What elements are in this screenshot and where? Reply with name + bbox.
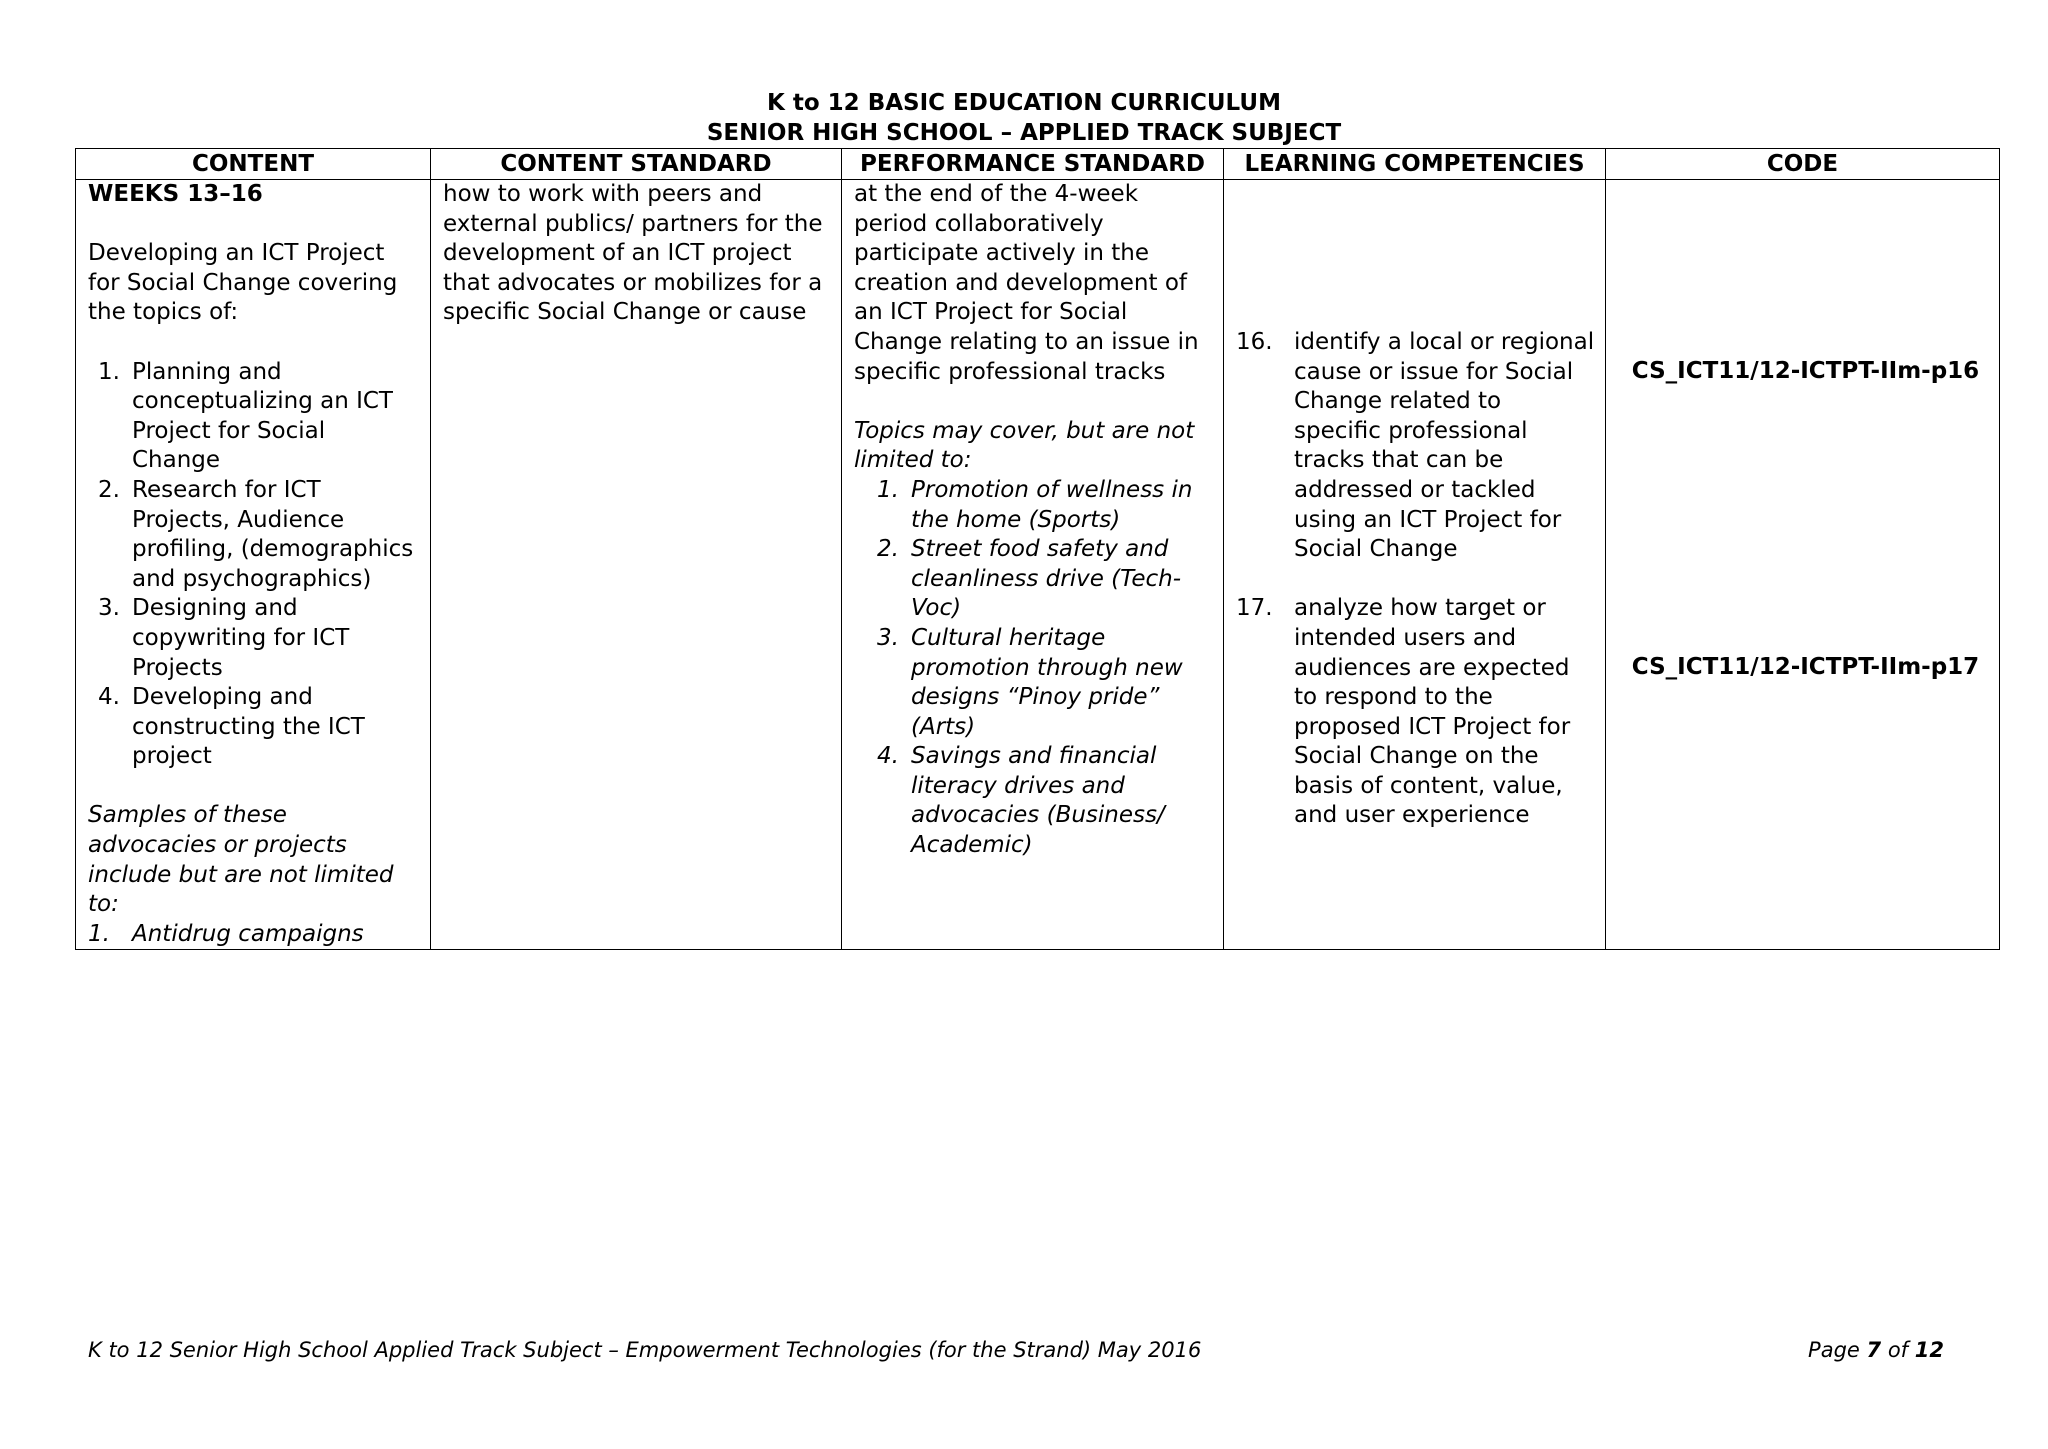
list-number: 1. [98,358,120,385]
list-text: Research for ICT Projects, Audience profiling, (demographics and psychographics) [132,476,414,592]
list-text: Cultural heritage promotion through new designs “Pinoy pride” (Arts) [911,624,1183,740]
table-row [76,180,2000,950]
cell-code [1606,180,2000,950]
footer-text: K to 12 Senior High School Applied Track Subject – Empowerment Technologies (for the Strand) May 2016 [88,1338,1202,1362]
col-header-code: CODE [1606,149,2000,180]
document-title: K to 12 BASIC EDUCATION CURRICULUM [767,90,1281,116]
list-item [854,742,1213,860]
list-number: 1. [877,476,899,503]
list-number: 2. [98,476,120,503]
competency-text: analyze how target or intended users and audiences are expected to respond to the proposed ICT Project for Social Change on the basis of content, value, and user experience [1294,595,1571,829]
list-item [88,358,420,476]
list-item [88,476,420,594]
list-item [854,476,1213,535]
page-current: 7 [1866,1338,1882,1362]
list-number: 3. [877,624,899,651]
cell-learning-competencies [1224,180,1606,950]
page-number [1808,1338,1944,1362]
list-text: Designing and copywriting for ICT Projects [132,595,350,681]
competency-item [1236,328,1595,565]
competency-text: identify a local or regional cause or issue for Social Change related to specific professional tracks that can be addressed or tackled using an ICT Project for Social Change [1294,328,1595,563]
list-item [88,683,420,772]
samples-intro: Samples of these advocacies or projects include but are not limited to: [88,802,394,918]
col-header-performance-standard: PERFORMANCE STANDARD [842,149,1224,180]
col-header-learning-competencies: LEARNING COMPETENCIES [1224,149,1606,180]
competency-item [1236,594,1595,831]
competency-code: CS_ICT11/12-ICTPT-IIm-p16 [1631,358,1980,384]
list-text: Antidrug campaigns [132,920,364,947]
list-number: 2. [877,536,899,563]
page-label: Page [1808,1338,1860,1362]
list-text: Savings and financial literacy drives and advocacies (Business/ Academic) [911,743,1165,859]
list-number: 4. [877,743,899,770]
list-item [854,624,1213,742]
list-item [76,920,420,950]
list-number: 1. [88,920,110,947]
list-number: 4. [98,684,120,711]
weeks-label: WEEKS 13–16 [88,181,263,207]
competency-code: CS_ICT11/12-ICTPT-IIm-p17 [1631,654,1980,680]
performance-standard-text: at the end of the 4-week period collaboratively participate actively in the creation and development of an ICT Project for Social Change relating to an issue in specific professional tracks [854,181,1199,385]
list-text: Street food safety and cleanliness drive (Tech-Voc) [911,536,1182,622]
table-header-row [76,149,2000,180]
content-standard-text: how to work with peers and external publics/ partners for the development of an ICT project that advocates or mobilizes for a specific Social Change or cause [443,181,823,326]
list-item [854,535,1213,624]
cell-content-standard [431,180,842,950]
performance-topics-intro: Topics may cover, but are not limited to: [854,417,1195,474]
cell-content [76,180,431,950]
competency-number: 16. [1236,328,1273,355]
col-header-content-standard: CONTENT STANDARD [431,149,842,180]
content-intro: Developing an ICT Project for Social Change covering the topics of: [88,240,398,326]
page-total: 12 [1914,1338,1944,1362]
list-text: Planning and conceptualizing an ICT Project for Social Change [132,358,393,474]
cell-performance-standard [842,180,1224,950]
page-of-label: of [1887,1338,1909,1362]
list-text: Promotion of wellness in the home (Sports) [911,476,1193,533]
col-header-content: CONTENT [76,149,431,180]
document-subtitle: SENIOR HIGH SCHOOL – APPLIED TRACK SUBJECT [706,120,1342,146]
curriculum-table [75,148,2000,950]
list-item [88,594,420,683]
competency-number: 17. [1236,595,1273,622]
list-number: 3. [98,595,120,622]
list-text: Developing and constructing the ICT project [132,684,365,770]
